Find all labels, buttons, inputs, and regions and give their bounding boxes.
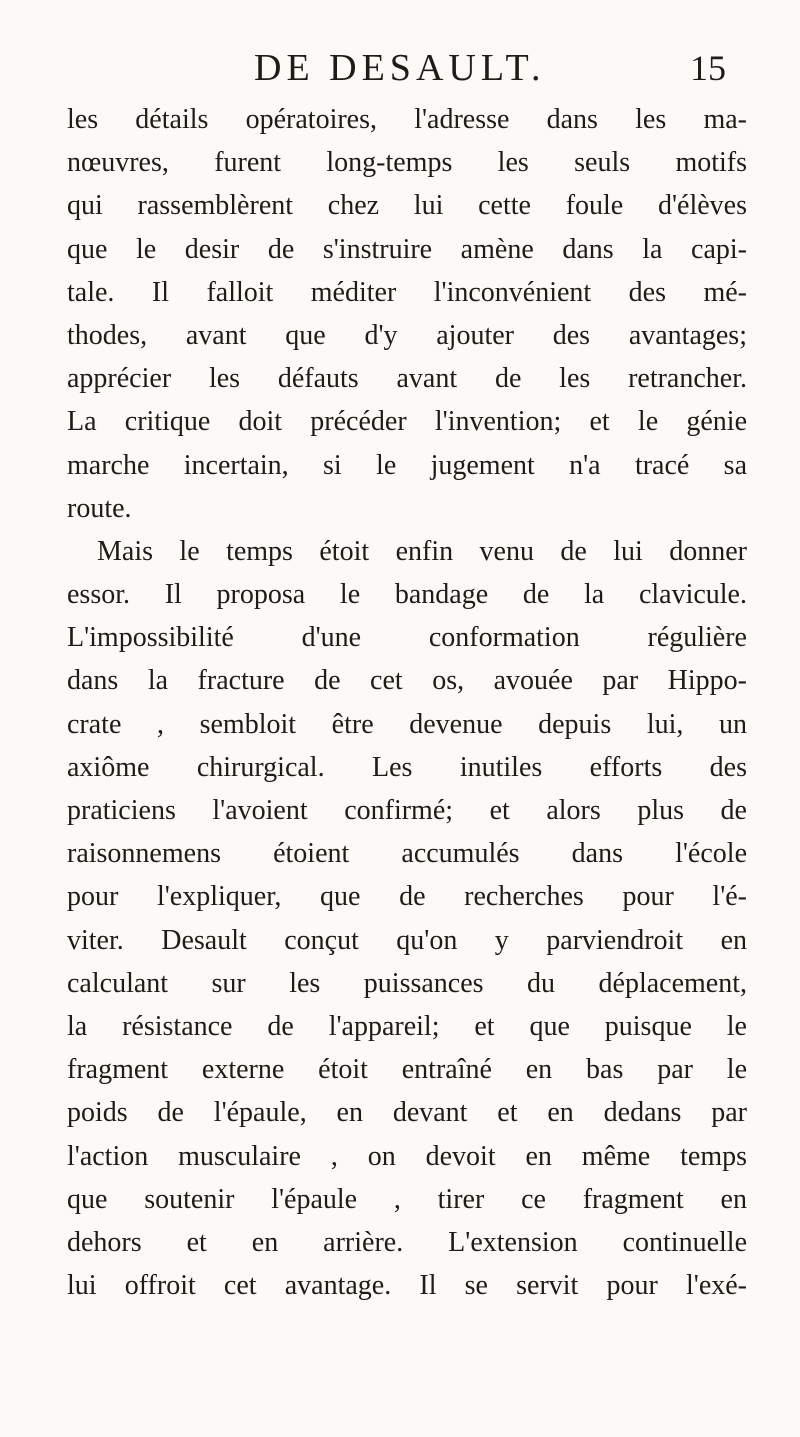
text-line: thodes, avant que d'y ajouter des avantages;: [67, 319, 747, 351]
text-line: qui rassemblèrent chez lui cette foule d'élèves: [67, 190, 747, 222]
page-header: [0, 40, 800, 96]
text-line: apprécier les défauts avant de les retrancher.: [67, 363, 747, 395]
text-line: Mais le temps étoit enfin venu de lui donner: [97, 535, 747, 567]
text-line: poids de l'épaule, en devant et en dedans par: [67, 1097, 747, 1129]
text-line: raisonnemens étoient accumulés dans l'école: [67, 838, 747, 870]
body-text: [67, 98, 747, 1307]
text-line: la résistance de l'appareil; et que puisque le: [67, 1010, 747, 1042]
text-line: dehors et en arrière. L'extension continuelle: [67, 1226, 747, 1258]
text-line: fragment externe étoit entraîné en bas par le: [67, 1054, 747, 1086]
text-line: praticiens l'avoient confirmé; et alors plus de: [67, 795, 747, 826]
text-line: les détails opératoires, l'adresse dans les ma-: [67, 104, 747, 135]
text-line: viter. Desault conçut qu'on y parviendroit en: [67, 924, 747, 956]
running-title: DE DESAULT.: [254, 47, 546, 89]
text-line: L'impossibilité d'une conformation régulière: [67, 622, 747, 654]
text-line: que le desir de s'instruire amène dans la capi-: [67, 233, 747, 265]
text-line: crate , sembloit être devenue depuis lui, un: [67, 708, 747, 740]
text-line: nœuvres, furent long-temps les seuls motifs: [67, 147, 747, 179]
text-line: essor. Il proposa le bandage de la clavicule.: [67, 579, 747, 611]
text-line: La critique doit précéder l'invention; et le génie: [67, 406, 747, 438]
text-line: axiôme chirurgical. Les inutiles efforts des: [67, 751, 747, 783]
text-line: marche incertain, si le jugement n'a tracé sa: [67, 449, 747, 481]
text-line: lui offroit cet avantage. Il se servit pour l'exé-: [67, 1270, 747, 1302]
text-line: l'action musculaire , on devoit en même temps: [67, 1140, 747, 1172]
text-line: pour l'expliquer, que de recherches pour l'é-: [67, 881, 747, 913]
text-line: calculant sur les puissances du déplacement,: [67, 967, 747, 999]
text-line: tale. Il falloit méditer l'inconvénient des mé-: [67, 276, 747, 308]
text-line: route.: [67, 492, 132, 524]
text-line: que soutenir l'épaule , tirer ce fragment en: [67, 1183, 747, 1215]
page-number: 15: [690, 48, 726, 88]
text-line: dans la fracture de cet os, avouée par Hippo-: [67, 665, 747, 697]
